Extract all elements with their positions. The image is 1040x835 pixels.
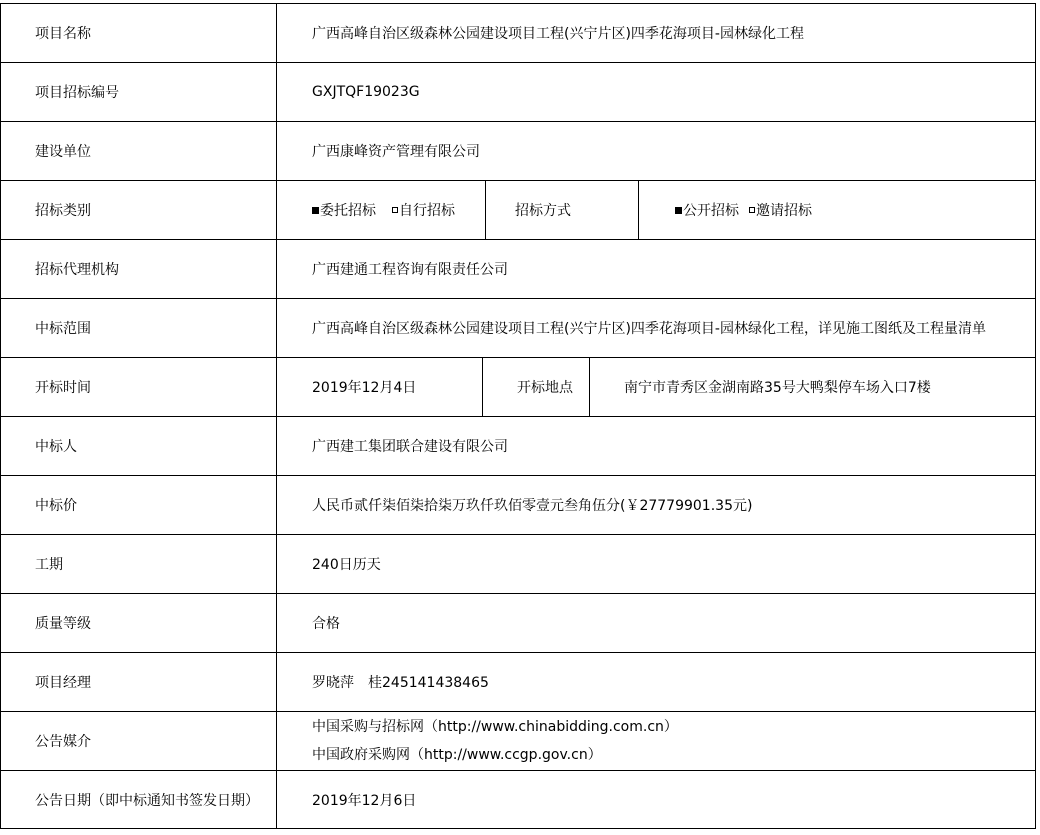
option-invited <box>749 200 812 220</box>
option-public-label: 公开招标 <box>683 203 739 219</box>
row-construction-unit <box>0 121 1036 180</box>
checked-box-icon <box>675 207 682 214</box>
value-opening-time: 2019年12月4日 <box>312 380 417 396</box>
value-opening-place: 南宁市青秀区金湖南路35号大鸭梨停车场入口7楼 <box>624 380 931 396</box>
option-entrusted-label: 委托招标 <box>320 203 376 219</box>
label-tender-category: 招标类别 <box>1 181 277 239</box>
row-quality <box>0 593 1036 652</box>
cell-divider <box>485 181 486 239</box>
value-duration: 240日历天 <box>312 557 381 573</box>
option-self-label: 自行招标 <box>399 203 455 219</box>
label-project-manager: 项目经理 <box>1 653 277 711</box>
label-construction-unit: 建设单位 <box>1 122 277 180</box>
row-bid-scope <box>0 298 1036 357</box>
row-tender-category <box>0 180 1036 239</box>
label-opening-place: 开标地点 <box>517 380 573 396</box>
value-announce-date: 2019年12月6日 <box>312 792 417 809</box>
value-bid-scope: 广西高峰自治区级森林公园建设项目工程(兴宁片区)四季花海项目-园林绿化工程，详见施工图纸及工程量清单 <box>312 321 986 337</box>
unchecked-box-icon <box>392 207 398 213</box>
label-tender-method: 招标方式 <box>515 203 571 219</box>
option-entrusted <box>312 200 376 220</box>
row-bid-price <box>0 475 1036 534</box>
label-project-name: 项目名称 <box>1 4 277 62</box>
row-media <box>0 711 1036 770</box>
label-quality: 质量等级 <box>1 594 277 652</box>
tender-category-options <box>312 181 455 239</box>
row-winner <box>0 416 1036 475</box>
cell-divider <box>638 181 639 239</box>
row-project-name <box>0 3 1036 62</box>
row-agency <box>0 239 1036 298</box>
unchecked-box-icon <box>749 207 755 213</box>
row-announce-date <box>0 770 1036 829</box>
media-item: 中国政府采购网（http://www.ccgp.gov.cn） <box>312 747 602 763</box>
value-construction-unit: 广西康峰资产管理有限公司 <box>312 144 480 160</box>
value-agency: 广西建通工程咨询有限责任公司 <box>312 262 508 278</box>
value-winner: 广西建工集团联合建设有限公司 <box>312 439 508 455</box>
option-invited-label: 邀请招标 <box>756 203 812 219</box>
label-announce-date: 公告日期（即中标通知书签发日期） <box>1 771 277 828</box>
row-duration <box>0 534 1036 593</box>
row-opening <box>0 357 1036 416</box>
value-project-name: 广西高峰自治区级森林公园建设项目工程(兴宁片区)四季花海项目-园林绿化工程 <box>312 26 804 42</box>
value-tender-number: GXJTQF19023G <box>312 84 420 100</box>
checked-box-icon <box>312 207 319 214</box>
label-opening-time: 开标时间 <box>1 358 277 416</box>
option-public <box>675 200 739 220</box>
value-quality: 合格 <box>312 616 340 632</box>
media-item: 中国采购与招标网（http://www.chinabidding.com.cn） <box>312 719 678 735</box>
value-media <box>277 712 1035 770</box>
cell-divider <box>589 358 590 416</box>
value-bid-price: 人民币贰仟柒佰柒拾柒万玖仟玖佰零壹元叁角伍分(￥27779901.35元) <box>312 498 753 514</box>
tender-method-options <box>675 181 812 239</box>
row-tender-number <box>0 62 1036 121</box>
row-project-manager <box>0 652 1036 711</box>
label-agency: 招标代理机构 <box>1 240 277 298</box>
option-self <box>392 200 455 220</box>
cell-divider <box>482 358 483 416</box>
label-winner: 中标人 <box>1 417 277 475</box>
label-duration: 工期 <box>1 535 277 593</box>
label-bid-price: 中标价 <box>1 476 277 534</box>
label-tender-number: 项目招标编号 <box>1 63 277 121</box>
value-project-manager: 罗晓萍 桂245141438465 <box>312 675 489 691</box>
label-bid-scope: 中标范围 <box>1 299 277 357</box>
bid-result-table <box>0 3 1036 829</box>
label-media: 公告媒介 <box>1 712 277 770</box>
